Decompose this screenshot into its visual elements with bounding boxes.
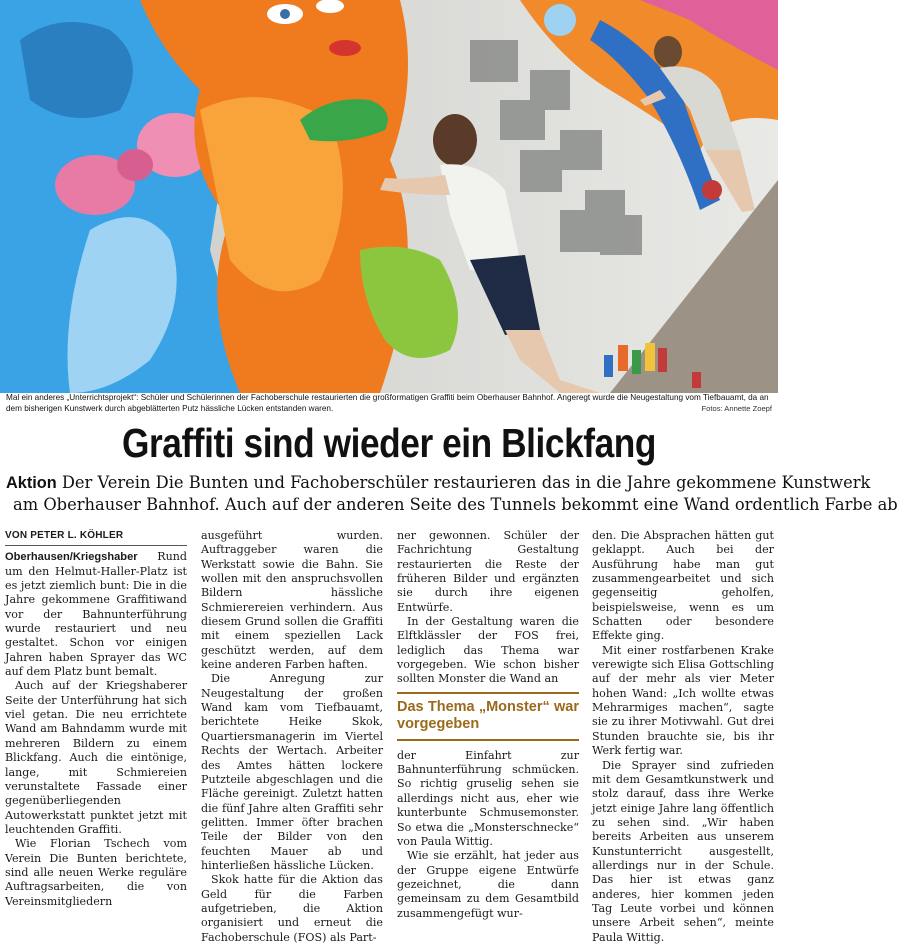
paragraph: Wie sie erzählt, hat jeder aus der Gruppe eigene Entwürfe gezeichnet, die dann gemeinsam zu dem Gesamtbild zusammengefügt wur- (397, 849, 579, 920)
dateline: Oberhausen/Kriegshaber (5, 551, 138, 564)
paragraph: In der Gestaltung waren die Elftklässler der FOS frei, lediglich das Thema war vorgegeben. Wie schon bisher sollten Monster die Wand an (397, 615, 579, 686)
paragraph: den. Die Absprachen hätten gut geklappt. Auch bei der Ausführung habe man gut zusammengearbeitet und sich gegenseitig geholfen, beispielsweise, wenn es um Schatten oder besondere Effekte ging. (592, 529, 774, 643)
deck-tag: Aktion (6, 474, 57, 492)
paragraph: Skok hatte für die Aktion das Geld für die Farben aufgetrieben, die Aktion organisiert und erneut die Fachoberschule (FOS) als Part- (201, 873, 383, 944)
graffiti-photo-illustration (0, 0, 778, 393)
paragraph: Die Anregung zur Neugestaltung der großen Wand kam vom Tiefbauamt, berichtete Heike Skok, Quartiersmanagerin im Viertel Rechts der Wertach. Arbeiter des Amtes hätten lockere Putzteile abgeschlagen und die Fläche gereinigt. Zuletzt hatten die fünf Jahre alten Graffiti sehr gelitten. Immer öfter brachen Teile der Bilder von den feuchten Mauer ab und hinterließen hässliche Lücken. (201, 672, 383, 872)
byline: VON PETER L. KÖHLER (5, 529, 187, 546)
paragraph: der Einfahrt zur Bahnunterführung schmücken. So richtig gruselig sehen sie allerdings nicht aus, eher wie kunterbunte Schmusemonster. So etwa die „Monsterschnecke“ von Paula Wittig. (397, 748, 579, 848)
paragraph: Die Sprayer sind zufrieden mit dem Gesamtkunstwerk und stolz darauf, dass ihre Werke jetzt einige Jahre lang öffentlich zu sehen sind. „Wir haben bereits Arbeiten aus unserem Kunstunterricht ausgestellt, allerdings nur in der Schule. Das hier ist etwas ganz anderes, hier kommen jeden Tag Leute vorbei und können unsere Arbeit sehen“, meinte Paula Wittig. (592, 758, 774, 944)
paragraph: Mit einer rostfarbenen Krake verewigte sich Elisa Gottschling auf der mehr als vier Meter hohen Wand: „Ich wollte etwas Mehrarmiges machen“, sagte sie zu ihrer Motivwahl. Gut drei Stunden brauchte sie, bis ihr Werk fertig war. (592, 643, 774, 758)
paragraph: Oberhausen/Kriegshaber Rund um den Helmut-Haller-Platz ist es jetzt ziemlich bunt: Die in die Jahre gekommene Graffitiwand vor der Bahnunterführung wurde restauriert und neu gestaltet. Schon vor einigen Jahren haben Sprayer das WC auf dem Platz bunt bemalt. (5, 550, 187, 679)
deck-line-2: am Oberhauser Bahnhof. Auch auf der anderen Seite des Tunnels bekommt eine Wand ordentlich Farbe ab (13, 495, 898, 514)
paragraph: Auch auf der Kriegshaberer Seite der Unterführung hat sich viel getan. Die neu errichtete Wand am Bahndamm wurde mit mehreren Bildern zu einem Blickfang. Auch die eintönige, lange, mit Schmiereien verunstaltete Fassade einer gegenüberliegenden Autowerkstatt punktet jetzt mit leuchtenden Graffiti. (5, 679, 187, 836)
paragraph: ner gewonnen. Schüler der Fachrichtung Gestaltung restaurierten die Reste der früheren Bilder und ergänzten sie durch ihre eigenen Entwürfe. (397, 529, 579, 614)
paragraph: Wie Florian Tschech vom Verein Die Bunten berichtete, sind alle neuen Werke reguläre Auftragsarbeiten, die von Vereinsmitgliedern (5, 837, 187, 908)
column-4 (592, 529, 774, 945)
article-deck (6, 472, 898, 515)
column-3 (397, 529, 579, 921)
photo-caption: Mal ein anderes „Unterrichtsprojekt“: Schüler und Schülerinnen der Fachoberschule restaurierten die großformatigen Graffiti beim Oberhauser Bahnhof. Angeregt wurde die Neugestaltung vom Tiefbauamt, da an dem bisherigen Kunstwerk durch abgeblätterten Putz hässliche Lücken entstanden waren. (6, 393, 769, 413)
article-headline: Graffiti sind wieder ein Blickfang (122, 420, 656, 466)
photo-credit: Fotos: Annette Zoepf (701, 404, 772, 413)
column-2 (201, 529, 383, 945)
subheading: Das Thema „Monster“ war vorgegeben (397, 692, 579, 741)
column-1 (5, 529, 187, 909)
paragraph: ausgeführt wurden. Auftraggeber waren die Werkstatt sowie die Bahn. Sie wollen mit den anspruchsvollen Bildern hässliche Schmierereien verhindern. Aus diesem Grund sollen die Graffiti mit einem speziellen Lack geschützt werden, auf dem keine anderen Farben haften. (201, 529, 383, 672)
article-photo (0, 0, 778, 393)
deck-line-1: Aktion Der Verein Die Bunten und Fachoberschüler restaurieren das in die Jahre gekommene Kunstwerk (6, 473, 871, 492)
